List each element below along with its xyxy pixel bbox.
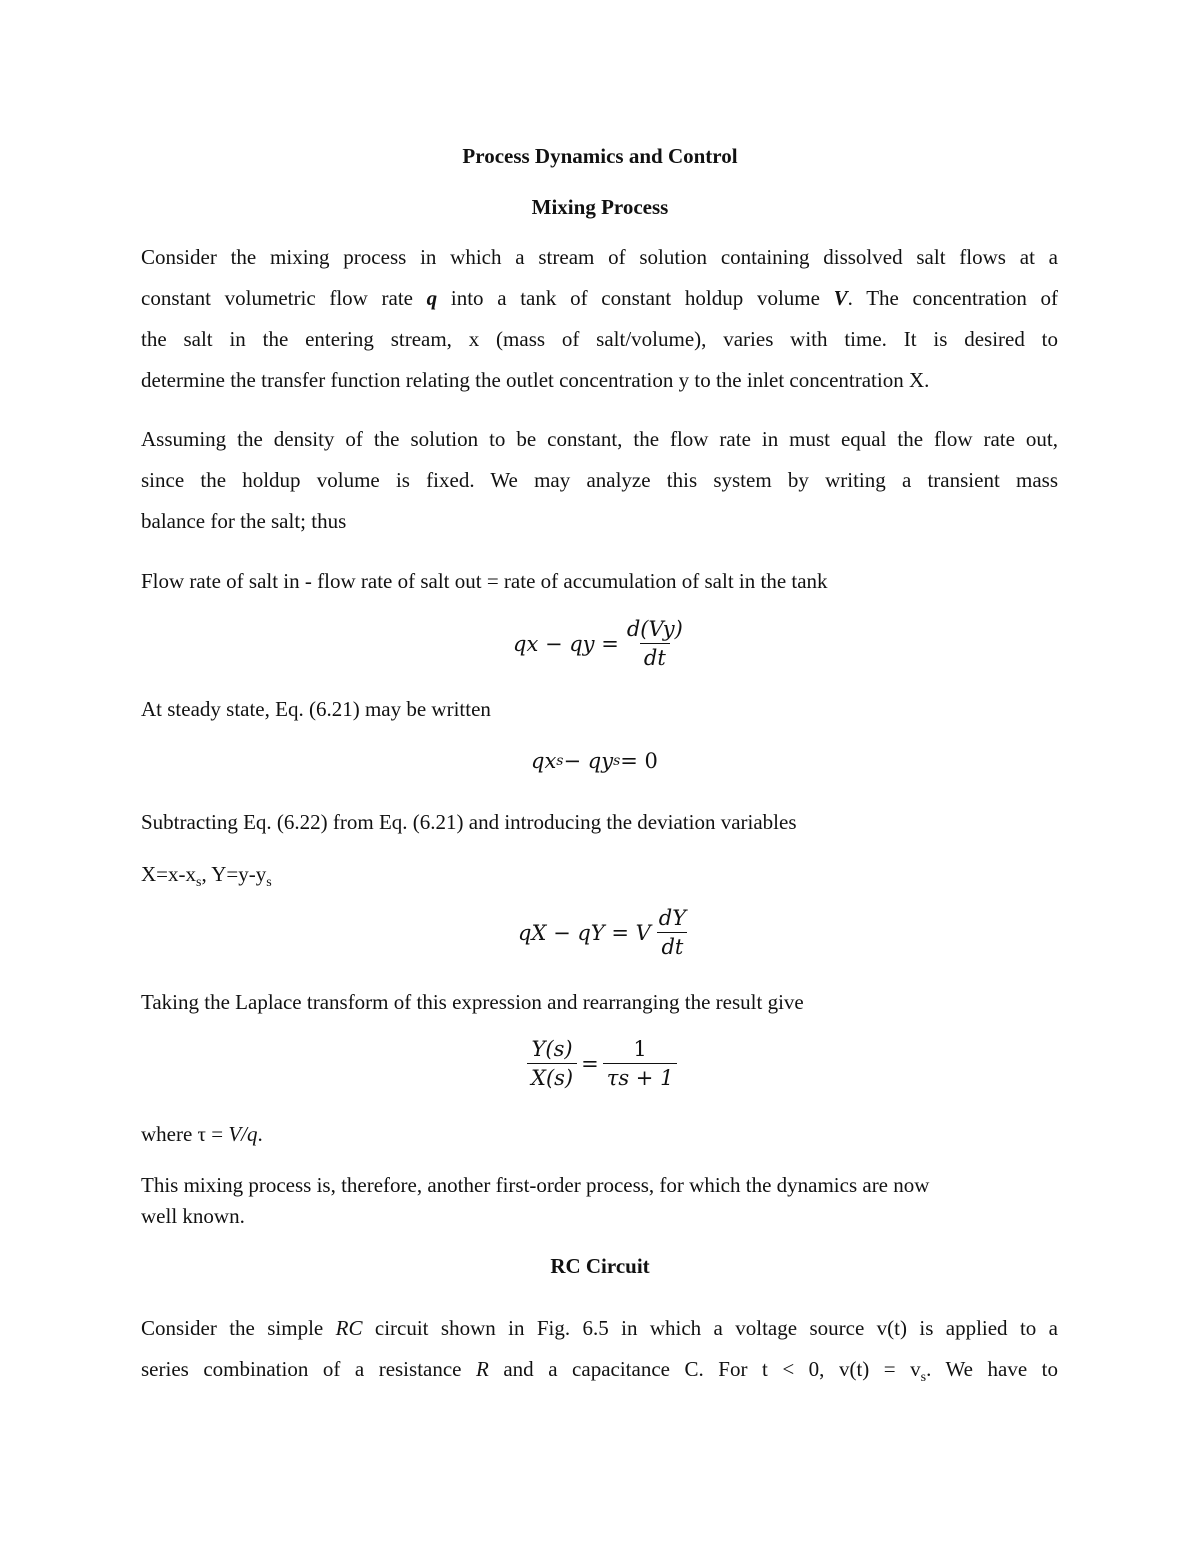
tau-definition: where τ = V/q. xyxy=(141,1122,263,1146)
p1-line2: constant volumetric flow rate q into a tank of constant holdup volume V. The concentration of xyxy=(141,286,1058,310)
steady-state-text: At steady state, Eq. (6.21) may be written xyxy=(141,697,491,721)
p1-line3: the salt in the entering stream, x (mass of salt/volume), varies with time. It is desired to xyxy=(141,327,1058,351)
equation-steady-state: qx s − qy s = 0 xyxy=(531,749,658,773)
p2-line2: since the holdup volume is fixed. We may analyze this system by writing a transient mass xyxy=(141,468,1058,492)
laplace-text: Taking the Laplace transform of this expression and rearranging the result give xyxy=(141,990,804,1014)
deviation-variables: $X=x-x_s$, $Y=y-y_s$ xyxy=(141,862,272,890)
section-heading-rc: RC Circuit xyxy=(550,1254,650,1278)
p2-line3: balance for the salt; thus xyxy=(141,509,347,533)
balance-statement: Flow rate of salt in - flow rate of salt out = rate of accumulation of salt in the tank xyxy=(141,569,828,593)
p4-line2: series combination of a resistance R and a capacitance C. For t < 0, $v(t) = v_s$. We have to xyxy=(141,1357,1058,1385)
p3-line1: This mixing process is, therefore, another first-order process, for which the dynamics are now xyxy=(141,1173,930,1197)
p2-line1: Assuming the density of the solution to be constant, the flow rate in must equal the flow rate out, xyxy=(141,427,1058,451)
equation-deviation: qX − qY = V $\frac{dY}{dt}$ xyxy=(518,906,687,959)
equation-transfer-function: $\frac{Y(s)}{X(s)}$ = $\frac{1}{\tau s + 1}$ xyxy=(523,1037,681,1090)
section-heading-mixing: Mixing Process xyxy=(531,195,669,219)
subtract-text: Subtracting Eq. (6.22) from Eq. (6.21) and introducing the deviation variables xyxy=(141,810,797,834)
p3-line2: well known. xyxy=(141,1204,245,1228)
equation-mass-balance: qx − qy = $\frac{d(Vy)}{dt}$ xyxy=(513,617,683,670)
p1-line4: determine the transfer function relating the outlet concentration y to the inlet concentration X. xyxy=(141,368,930,392)
p4-line1: Consider the simple RC circuit shown in Fig. 6.5 in which a voltage source v(t) is applied to a xyxy=(141,1316,1058,1340)
p1-line1: Consider the mixing process in which a stream of solution containing dissolved salt flows at a xyxy=(141,245,1058,269)
document-title: Process Dynamics and Control xyxy=(462,144,738,168)
